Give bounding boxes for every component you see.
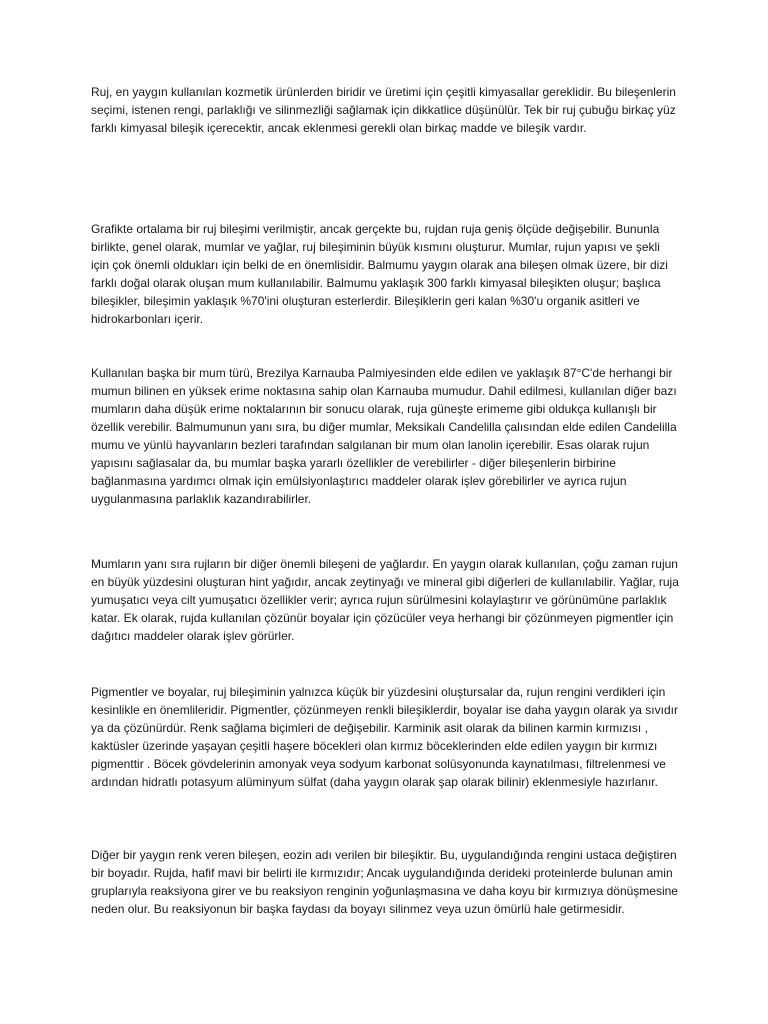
paragraph-eosin: Diğer bir yaygın renk veren bileşen, eozin adı verilen bir bileşiktir. Bu, uygulandığında rengini ustaca değiştiren bir boyadır. Rujda, hafif mavi bir belirti ile kırmızıdır; Ancak uygulandığında derideki proteinlerde bulunan amin gruplarıyla reaksiyona girer ve bu reaksiyon renginin yoğunlaşmasına ve daha koyu bir kırmızıya dönüşmesine neden olur. Bu reaksiyonun bir başka faydası da boyayı silinmez veya uzun ömürlü hale getirmesidir. [91, 848, 678, 916]
paragraph-pigments: Pigmentler ve boyalar, ruj bileşiminin yalnızca küçük bir yüzdesini oluştursalar da, rujun rengini verdikleri için kesinlikle en önemlileridir. Pigmentler, çözünmeyen renkli bileşiklerdir, boyalar ise daha yaygın olarak ya sıvıdır ya da çözünürdür. Renk sağlama biçimleri de değişebilir. Karminik asit olarak da bilinen karmin kırmızısı , kaktüsler üzerinde yaşayan çeşitli haşere böcekleri olan kırmız böceklerinden elde edilen yaygın bir kırmızı pigmenttir . Böcek gövdelerinin amonyak veya sodyum karbonat solüsyonunda kaynatılması, filtrelenmesi ve ardından hidratlı potasyum alüminyum sülfat (daha yaygın olarak şap olarak bilinir) eklenmesiyle hazırlanır. [91, 685, 678, 789]
paragraph-intro: Ruj, en yaygın kullanılan kozmetik ürünlerden biridir ve üretimi için çeşitli kimyasallar gereklidir. Bu bileşenlerin seçimi, istenen rengi, parlaklığı ve silinmezliği sağlamak için dikkatlice düşünülür. Tek bir ruj çubuğu birkaç yüz farklı kimyasal bileşik içerecektir, ancak eklenmesi gerekli olan birkaç madde ve bileşik vardır. [91, 85, 676, 135]
paragraph-oils: Mumların yanı sıra rujların bir diğer önemli bileşeni de yağlardır. En yaygın olarak kullanılan, çoğu zaman rujun en büyük yüzdesini oluşturan hint yağıdır, ancak zeytinyağı ve mineral gibi diğerleri de kullanılabilir. Yağlar, ruja yumuşatıcı veya cilt yumuşatıcı özellikler verir; ayrıca rujun sürülmesini kolaylaştırır ve görünümüne parlaklık katar. Ek olarak, rujda kullanılan çözünür boyalar için çözücüler veya herhangi bir çözünmeyen pigmentler için dağıtıcı maddeler olarak işlev görürler. [91, 557, 679, 643]
paragraph-carnauba-wax: Kullanılan başka bir mum türü, Brezilya Karnauba Palmiyesinden elde edilen ve yaklaşık 87°C'de herhangi bir mumun bilinen en yüksek erime noktasına sahip olan Karnauba mumudur. Dahil edilmesi, kullanılan diğer bazı mumların daha düşük erime noktalarının bir sonucu olarak, ruja güneşte erimeme gibi oldukça kullanışlı bir özellik verebilir. Balmumunun yanı sıra, bu diğer mumlar, Meksikalı Candelilla çalısından elde edilen Candelilla mumu ve yünlü hayvanların bezleri tarafından salgılanan bir mum olan lanolin içerebilir. Esas olarak rujun yapısını sağlasalar da, bu mumlar başka yararlı özellikler de verebilirler - diğer bileşenlerin birbirine bağlanmasına yardımcı olmak için emülsiyonlaştırıcı maddeler olarak işlev görebilirler ve ayrıca rujun uygulanmasına parlaklık kazandırabilirler. [91, 366, 677, 506]
paragraph-composition: Grafikte ortalama bir ruj bileşimi verilmiştir, ancak gerçekte bu, rujdan ruja geniş ölçüde değişebilir. Bununla birlikte, genel olarak, mumlar ve yağlar, ruj bileşiminin büyük kısmını oluşturur. Mumlar, rujun yapısı ve şekli için çok önemli oldukları için belki de en önemlisidir. Balmumu yaygın olarak ana bileşen olmak üzere, bir dizi farklı doğal olarak oluşan mum kullanılabilir. Balmumu yaklaşık 300 farklı kimyasal bileşikten oluşur; başlıca bileşikler, bileşimin yaklaşık %70'ini oluşturan esterlerdir. Bileşiklerin geri kalan %30'u organik asitleri ve hidrokarbonları içerir. [91, 222, 668, 326]
